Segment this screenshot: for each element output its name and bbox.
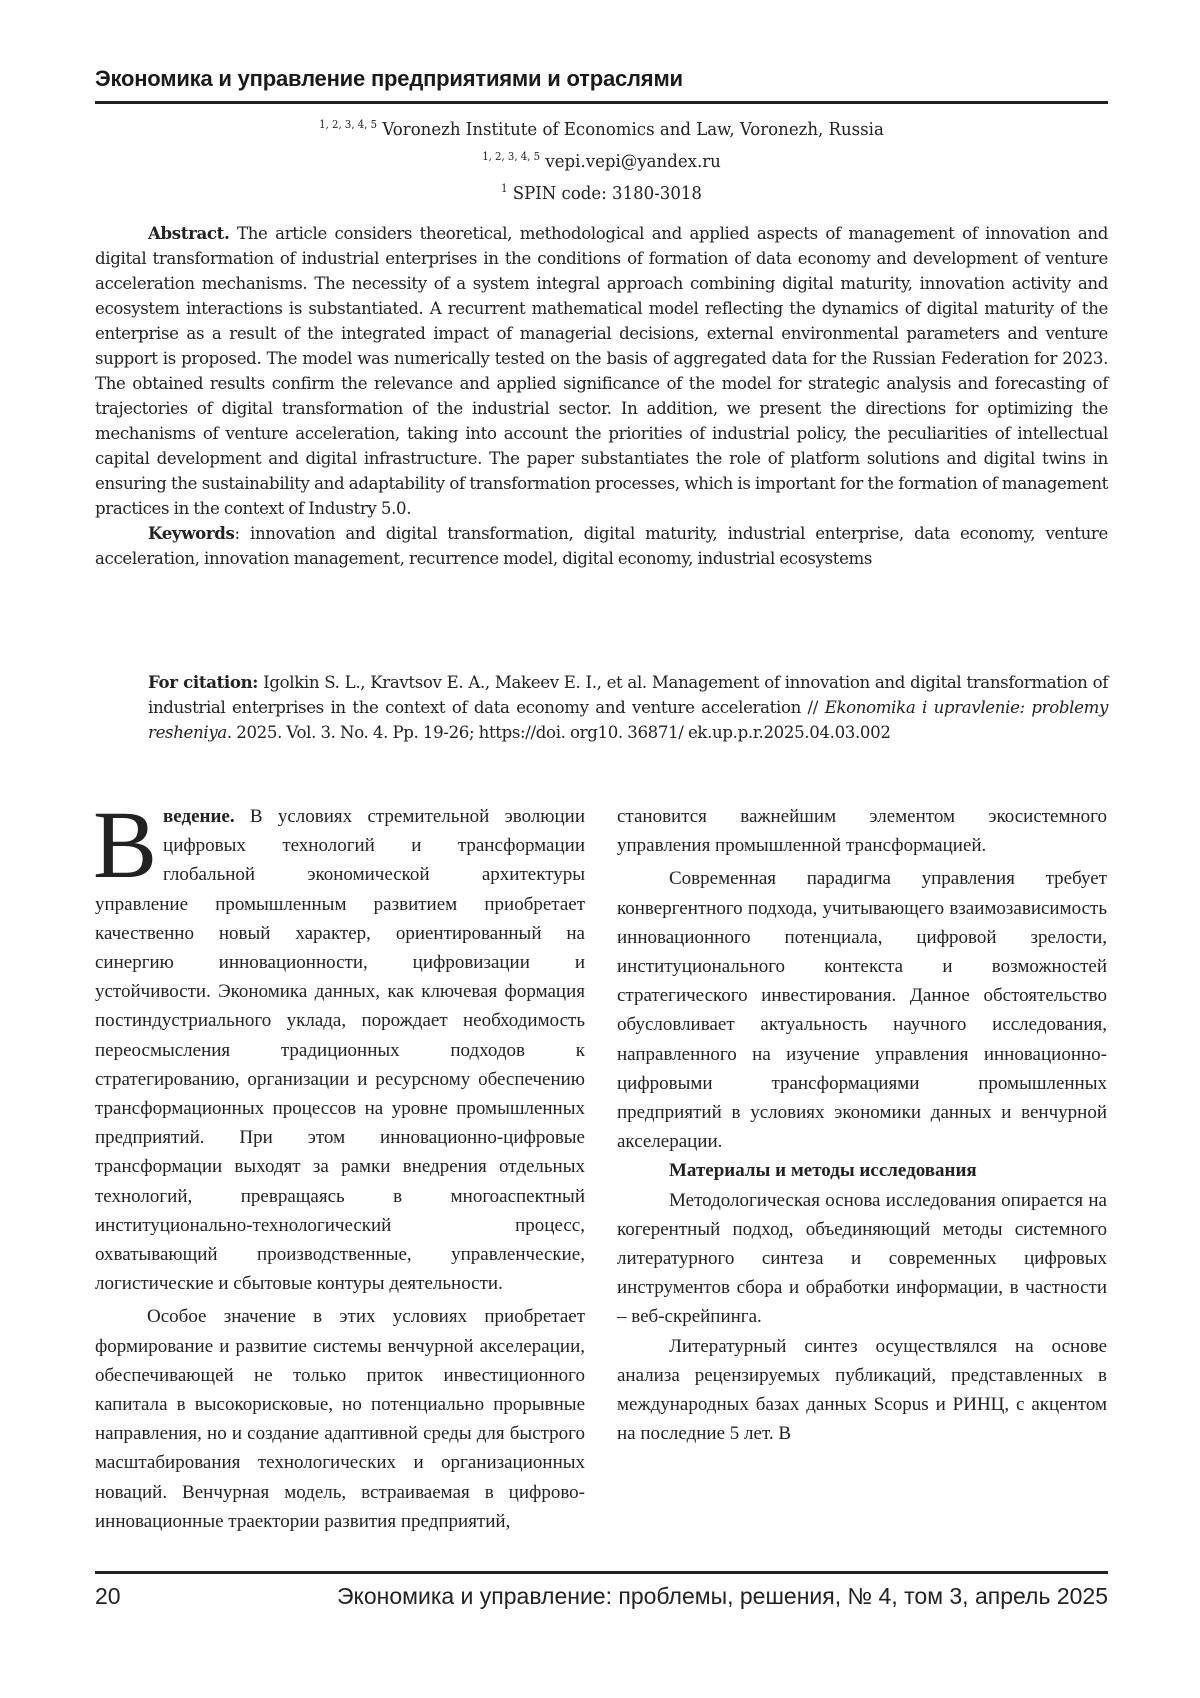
paragraph-continued: становится важнейшим элементом экосистемного управления промышленной трансформацией. — [617, 802, 1107, 860]
email-sup: 1, 2, 3, 4, 5 — [482, 150, 540, 163]
paragraph: Литературный синтез осуществлялся на основе анализа рецензируемых публикаций, представленных в международных базах данных Scopus и РИНЦ, с акцентом на последние 5 лет. В — [617, 1332, 1107, 1449]
affiliation-email[interactable]: vepi.vepi@yandex.ru — [545, 151, 720, 172]
paragraph: Современная парадигма управления требует конвергентного подхода, учитывающего взаимозависимость инновационного потенциала, цифровой зрелости, институционального контекста и возможностей стратегического инвестирования. Данное обстоятельство обусловливает актуальность научного исследования, направленного на изучение управления инновационно-цифровыми трансформациями промышленных предприятий в условиях экономики данных и венчурной акселерации. — [617, 864, 1107, 1156]
intro-label: ведение. — [163, 806, 235, 827]
page-number: 20 — [95, 1583, 121, 1610]
affiliation-institute: Voronezh Institute of Economics and Law, Voronezh, Russia — [382, 119, 883, 140]
keywords — [95, 521, 1108, 571]
keywords-label: Keywords — [148, 523, 235, 543]
header-rule — [95, 101, 1108, 104]
running-head: Экономика и управление предприятиями и отраслями — [95, 66, 683, 92]
paragraph: Особое значение в этих условиях приобретает формирование и развитие системы венчурной акселерации, обеспечивающей не только приток инвестиционного капитала в высокорисковые, но потенциально прорывные направления, но и создание адаптивной среды для быстрого масштабирования технологических и организационных новаций. Венчурная модель, встраиваемая в цифрово-инновационные траектории развития предприятий, — [95, 1302, 585, 1536]
body-column-right — [617, 802, 1107, 1448]
citation-text: Igolkin S. L., Kravtsov E. A., Makeev E. I., et al. Management of innovation and digital transformation of industrial enterprises in the context of data economy and venture acceleration // — [148, 673, 1108, 717]
abstract-text: The article considers theoretical, methodological and applied aspects of management of innovation and digital transformation of industrial enterprises in the conditions of formation of data economy and development of venture acceleration mechanisms. The necessity of a system integral approach combining digital maturity, innovation activity and ecosystem interactions is substantiated. A recurrent mathematical model reflecting the dynamics of digital maturity of the enterprise as a result of the integrated impact of managerial decisions, external environmental parameters and venture support is proposed. The model was numerically tested on the basis of aggregated data for the Russian Federation for 2023. The obtained results confirm the relevance and applied significance of the model for strategic analysis and forecasting of trajectories of digital transformation of the industrial sector. In addition, we present the directions for optimizing the mechanisms of venture acceleration, taking into account the priorities of industrial policy, the peculiarities of intellectual capital development and digital infrastructure. The paper substantiates the role of platform solutions and digital twins in ensuring the sustainability and adaptability of transformation processes, which is important for the formation of management practices in the context of Industry 5.0. — [95, 224, 1108, 518]
citation-block — [148, 670, 1108, 745]
drop-cap: В — [93, 806, 157, 884]
citation-doi: . 2025. Vol. 3. No. 4. Pp. 19-26; https://doi. org10. 36871/ ek.up.p.r.2025.04.03.002 — [227, 723, 891, 742]
paragraph-text: В условиях стремительной эволюции цифровых технологий и трансформации глобальной экономической архитектуры управление промышленным развитием приобретает качественно новый характер, ориентированный на синергию инновационности, цифровизации и устойчивости. Экономика данных, как ключевая формация постиндустриального уклада, порождает необходимость переосмысления традиционных подходов к стратегированию, организации и ресурсному обеспечению трансформационных процессов на уровне промышленных предприятий. При этом инновационно-цифровые трансформации выходят за рамки внедрения отдельных технологий, превращаясь в многоаспектный институционально-технологический процесс, охватывающий производственные, управленческие, логистические и сбытовые контуры деятельности. — [95, 806, 585, 1294]
abstract — [95, 221, 1108, 521]
affiliation-sup: 1, 2, 3, 4, 5 — [319, 118, 377, 131]
abstract-label: Abstract. — [148, 223, 229, 243]
keywords-text: : innovation and digital transformation, digital maturity, industrial enterprise, data economy, venture acceleration, innovation management, recurrence model, digital economy, industrial ecosystems — [95, 524, 1108, 568]
spin-sup: 1 — [501, 182, 507, 195]
footer-rule — [95, 1571, 1108, 1574]
affiliations — [136, 111, 1068, 207]
intro-paragraph — [95, 802, 585, 1298]
paragraph: Методологическая основа исследования опирается на когерентный подход, объединяющий методы системного литературного синтеза и современных цифровых инструментов сбора и обработки информации, в частности – веб-скрейпинга. — [617, 1186, 1107, 1332]
footer-journal: Экономика и управление: проблемы, решения, № 4, том 3, апрель 2025 — [337, 1583, 1108, 1610]
section-heading: Материалы и методы исследования — [617, 1156, 1107, 1185]
spin-code: SPIN code: 3180-3018 — [513, 183, 702, 204]
abstract-block — [95, 221, 1108, 571]
citation-label: For citation: — [148, 672, 258, 692]
citation-journal: Ekonomika i upravlenie: problemy resheniya — [148, 698, 1108, 742]
body-column-left — [95, 802, 585, 1536]
